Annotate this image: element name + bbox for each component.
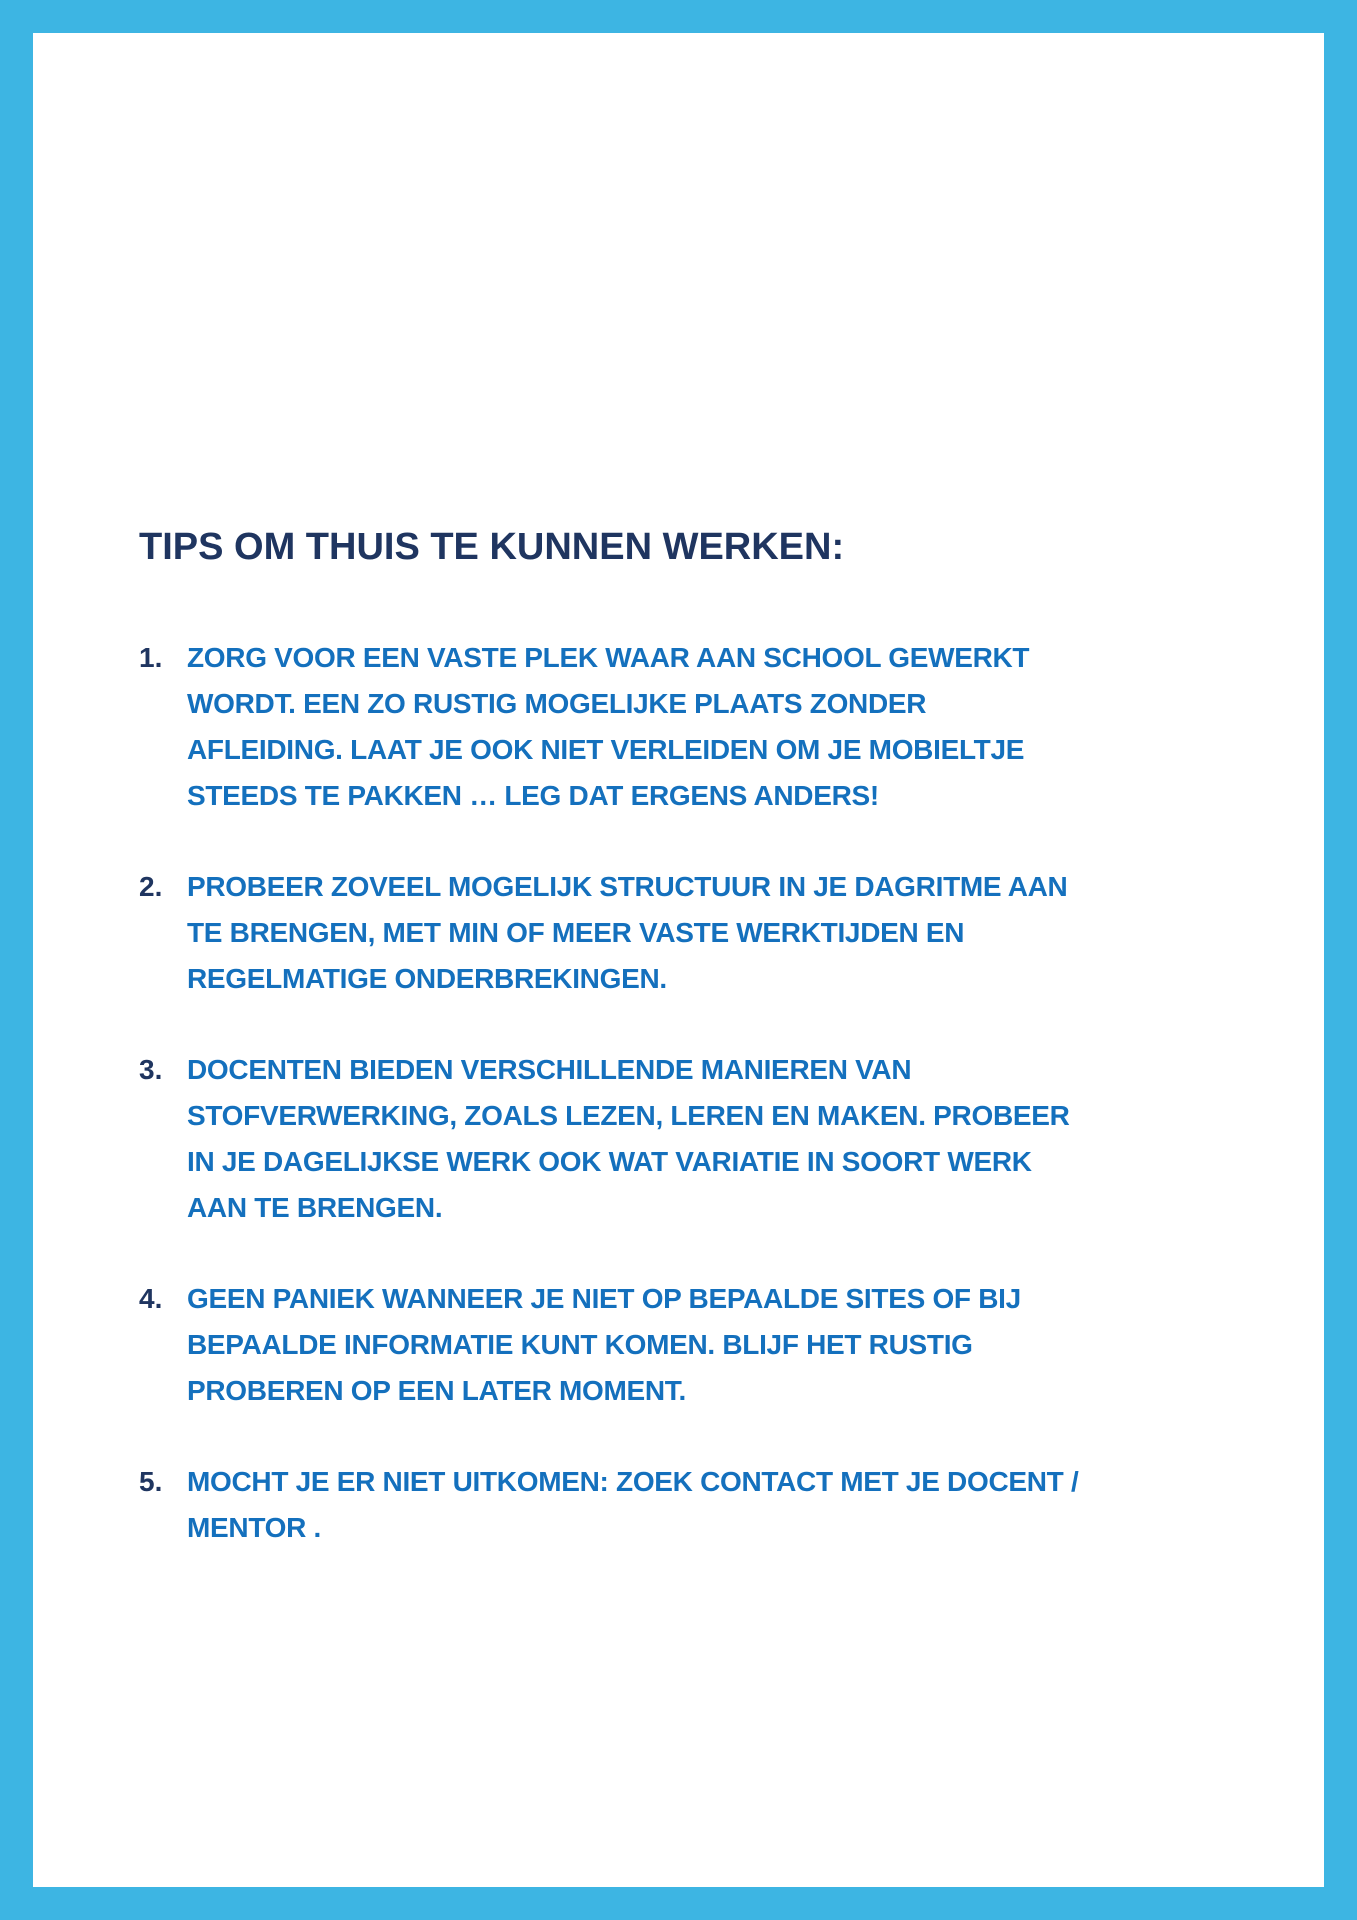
document-content <box>139 523 1259 1596</box>
tip-number: 3. <box>139 1054 163 1085</box>
tip-text: DOCENTEN BIEDEN VERSCHILLENDE MANIEREN VAN STOFVERWERKING, ZOALS LEZEN, LEREN EN MAKEN. PROBEER IN JE DAGELIJKSE WERK OOK WAT VARIATIE IN SOORT WERK AAN TE BRENGEN. <box>187 1054 1070 1223</box>
tip-text: PROBEER ZOVEEL MOGELIJK STRUCTUUR IN JE DAGRITME AAN TE BRENGEN, MET MIN OF MEER VASTE WERKTIJDEN EN REGELMATIGE ONDERBREKINGEN. <box>187 871 1068 994</box>
tip-text: GEEN PANIEK WANNEER JE NIET OP BEPAALDE SITES OF BIJ BEPAALDE INFORMATIE KUNT KOMEN. BLIJF HET RUSTIG PROBEREN OP EEN LATER MOMENT. <box>187 1283 1021 1406</box>
tip-number: 5. <box>139 1466 163 1497</box>
tip-item <box>139 1047 1259 1231</box>
tip-number: 2. <box>139 871 163 902</box>
tip-text: ZORG VOOR EEN VASTE PLEK WAAR AAN SCHOOL GEWERKT WORDT. EEN ZO RUSTIG MOGELIJKE PLAATS ZONDER AFLEIDING. LAAT JE OOK NIET VERLEIDEN OM JE MOBIELTJE STEEDS TE PAKKEN … LEG DAT ERGENS ANDERS! <box>187 642 1030 811</box>
tip-text: MOCHT JE ER NIET UITKOMEN: ZOEK CONTACT MET JE DOCENT / MENTOR . <box>187 1466 1079 1543</box>
document-title: TIPS OM THUIS TE KUNNEN WERKEN: <box>139 526 845 568</box>
tip-item <box>139 635 1259 819</box>
document-page <box>33 33 1324 1887</box>
tips-list <box>139 635 1259 1551</box>
tip-item <box>139 1459 1259 1551</box>
tip-number: 4. <box>139 1283 163 1314</box>
tip-item <box>139 1276 1259 1414</box>
tip-item <box>139 864 1259 1002</box>
tip-number: 1. <box>139 642 163 673</box>
